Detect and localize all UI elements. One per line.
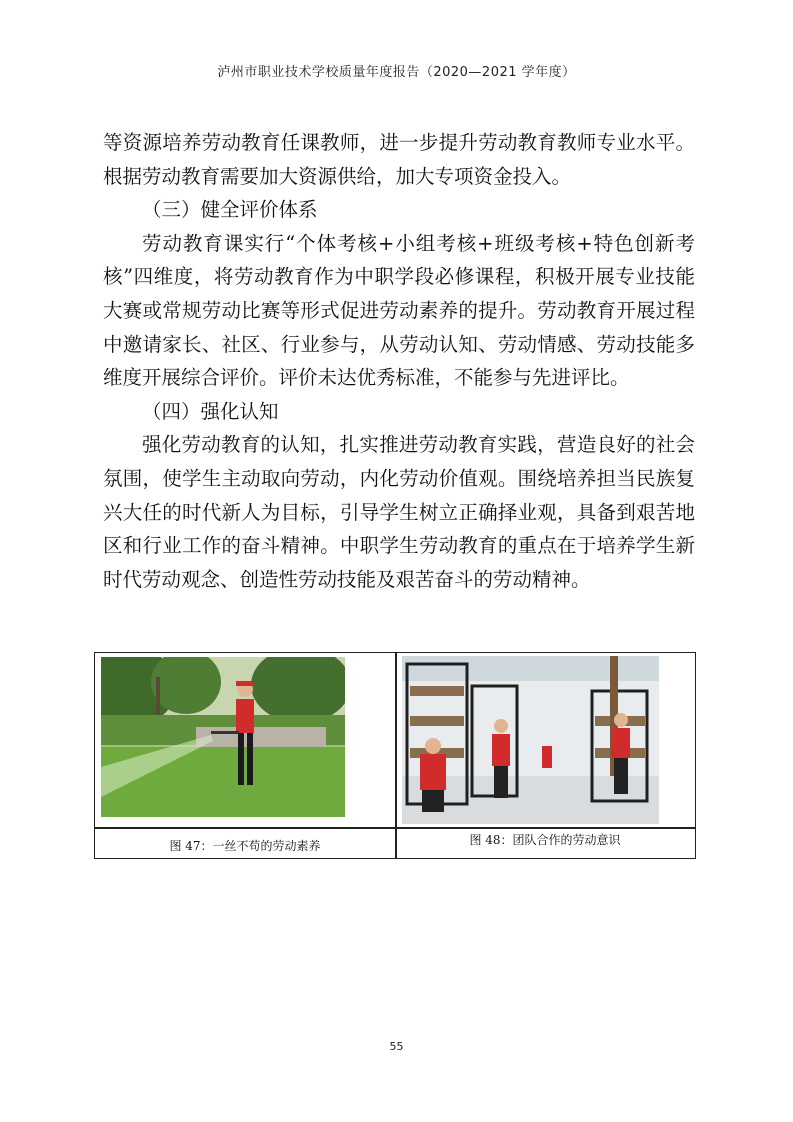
paragraph-cognition: 强化劳动教育的认知，扎实推进劳动教育实践，营造良好的社会氛围，使学生主动取向劳动，内化劳动价值观。围绕培养担当民族复兴大任的时代新人为目标，引导学生树立正确择业观，具备到艰苦地区和行业工作的奋斗精神。中职学生劳动教育的重点在于培养学生新时代劳动观念、创造性劳动技能及艰苦奋斗的劳动精神。 xyxy=(103,433,695,591)
body-text xyxy=(103,126,695,596)
paragraph-evaluation: 劳动教育课实行“个体考核+小组考核+班级考核+特色创新考核”四维度，将劳动教育作为中职学段必修课程，积极开展专业技能大赛或常规劳动比赛等形式促进劳动素养的提升。劳动教育开展过程中邀请家长、社区、行业参与，从劳动认知、劳动情感、劳动技能多维度开展综合评价。评价未达优秀标准，不能参与先进评比。 xyxy=(103,231,695,390)
figure-divider-horizontal xyxy=(95,827,695,829)
figure-48-caption: 图 48：团队合作的劳动意识 xyxy=(469,833,621,847)
figure-47-photo xyxy=(101,657,345,817)
figure-48-photo xyxy=(402,656,659,824)
figure-table xyxy=(94,652,696,859)
page-header: 泸州市职业技术学校质量年度报告（2020—2021 学年度） xyxy=(217,65,576,80)
figure-47-caption: 图 47：一丝不苟的劳动素养 xyxy=(169,839,321,853)
section-heading-3: （三）健全评价体系 xyxy=(142,198,318,222)
page-number: 55 xyxy=(389,1040,404,1053)
paragraph-continuation: 等资源培养劳动教育任课教师，进一步提升劳动教育教师专业水平。根据劳动教育需要加大资源供给，加大专项资金投入。 xyxy=(103,131,695,188)
section-heading-4: （四）强化认知 xyxy=(142,399,279,423)
